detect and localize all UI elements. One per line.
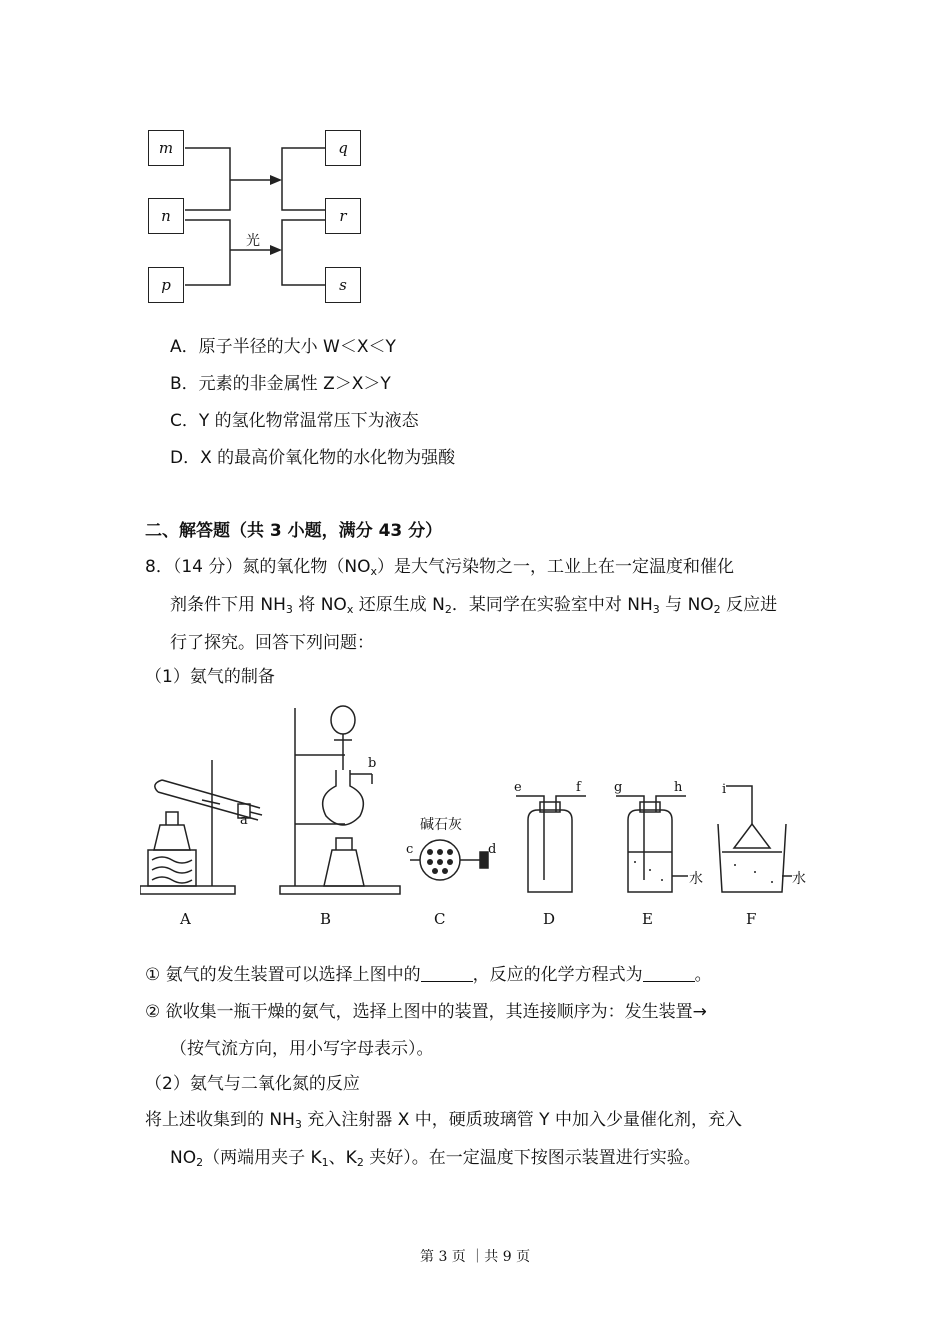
- port-label-b: b: [368, 756, 377, 771]
- apparatus-figure: [140, 700, 820, 940]
- answer-blank-2[interactable]: [643, 965, 695, 982]
- soda-lime-label: 碱石灰: [420, 817, 462, 833]
- light-label: 光: [246, 233, 260, 249]
- flow-diagram: [140, 120, 380, 310]
- box-p: p: [148, 267, 184, 303]
- subq2-line1: ② 欲收集一瓶干燥的氨气，选择上图中的装置，其连接顺序为：发生装置→: [145, 1002, 707, 1022]
- apparatus-label-b: B: [320, 910, 332, 928]
- port-label-e: e: [514, 780, 522, 795]
- subq2-line2: （按气流方向，用小写字母表示）。: [170, 1039, 434, 1059]
- port-label-h: h: [674, 780, 683, 795]
- part2-line2: $NO_2$（两端用夹子 $K_1$、$K_2$ 夹好）。在一定温度下按图示装置进行实验。: [170, 1148, 701, 1169]
- q8-line3: 行了探究。回答下列问题：: [170, 633, 374, 653]
- option-d: D．X 的最高价氧化物的水化物为强酸: [170, 448, 456, 468]
- box-m: m: [148, 130, 184, 166]
- box-r: r: [325, 198, 361, 234]
- apparatus-label-e: E: [642, 910, 653, 928]
- box-s: s: [325, 267, 361, 303]
- port-label-f: f: [576, 780, 581, 795]
- q8-line1: 8．（14 分）氮的氧化物$(NO_x)$是大气污染物之一，工业上在一定温度和催化: [145, 557, 734, 578]
- box-n: n: [148, 198, 184, 234]
- subq1: ① 氨气的发生装置可以选择上图中的 ，反应的化学方程式为 。: [145, 965, 712, 985]
- apparatus-label-d: D: [543, 910, 556, 928]
- port-label-d: d: [488, 842, 497, 857]
- port-label-i: i: [722, 782, 727, 797]
- port-label-g: g: [614, 780, 623, 795]
- option-c: C．Y 的氢化物常温常压下为液态: [170, 411, 419, 431]
- port-label-a: a: [240, 813, 248, 828]
- part1-heading: （1）氨气的制备: [145, 667, 275, 687]
- box-q: q: [325, 130, 361, 166]
- apparatus-label-c: C: [434, 910, 446, 928]
- apparatus-label-f: F: [746, 910, 757, 928]
- water-label-f: 水: [792, 871, 806, 887]
- q8-line2: 剂条件下用 $NH_3$ 将 $NO_x$ 还原生成 $N_2$．某同学在实验室中对 $NH_3$ 与 $NO_2$ 反应进: [170, 595, 778, 616]
- water-label-e: 水: [689, 871, 703, 887]
- option-a: A．原子半径的大小 W＜X＜Y: [170, 337, 396, 357]
- part2-heading: （2）氨气与二氧化氮的反应: [145, 1074, 360, 1094]
- answer-blank-1[interactable]: [421, 965, 473, 982]
- part2-line1: 将上述收集到的 $NH_3$ 充入注射器 X 中，硬质玻璃管 Y 中加入少量催化剂，充入: [145, 1110, 742, 1131]
- port-label-c: c: [406, 842, 414, 857]
- option-b: B．元素的非金属性 Z＞X＞Y: [170, 374, 391, 394]
- apparatus-label-a: A: [180, 910, 191, 928]
- page-footer: 第 3 页 ｜共 9 页: [420, 1249, 531, 1265]
- section-heading: 二、解答题（共 3 小题，满分 43 分）: [145, 521, 443, 541]
